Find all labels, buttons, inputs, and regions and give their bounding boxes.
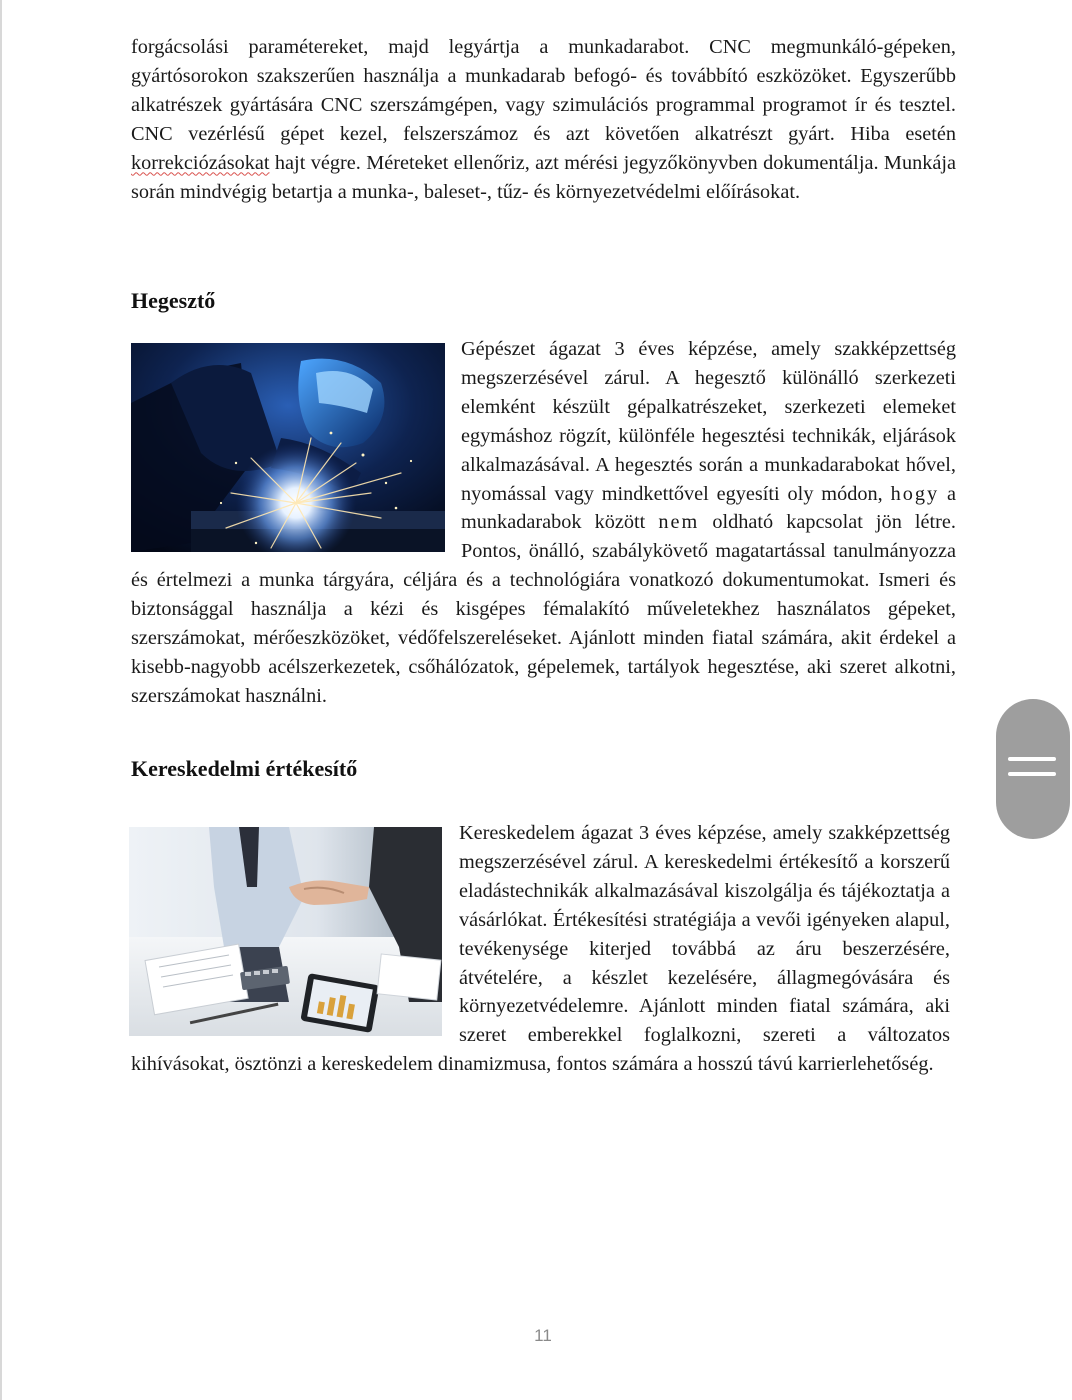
welder-text-1: Gépészet ágazat 3 éves képzése, amely szakképzettség megszerzésével zárul. A hegesztő különálló szerkezeti elemként készült gépalkatrészeket, szerkezeti elemeket egymáshoz rögzít, különféle hegesztési technikák, eljárások alkalmazásával. A hegesztés során a munkadarabokat hővel, nyomással vagy mindkettővel egyesíti oly módon, [461,338,956,505]
welder-text-3: oldható kapcsolat jön létre. Pontos, önálló, szabálykövető magatartással tanulmányozza és értelmezi a munka tárgyára, céljára és a technológiára vonatkozó dokumentumokat. Ismeri és biztonsággal használja a kézi és kisgépes fémalakító műveletekhez használatos gépeket, szerszámokat, mérőeszközöket, védőfelszereléseket. Ajánlott minden fiatal számára, akit érdekel a kisebb-nagyobb acélszerkezetek, csőhálózatok, gépelemek, tartályok hegesztése, aki szeret alkotni, szerszámokat használni. [131,511,956,707]
scroll-handle[interactable] [996,699,1070,839]
welder-paragraph [131,335,956,711]
drag-handle-icon-line [1008,772,1056,776]
intro-text-end: hajt végre. Méreteket ellenőriz, azt mérési jegyzőkönyvben dokumentálja. Munkája során mindvégig betartja a munka-, baleset-, tűz- és környezetvédelmi előírásokat. [131,151,956,203]
page-number: 11 [534,1326,552,1345]
welder-spaced-word-2: nem [658,511,700,534]
misspelled-word[interactable]: korrekciózásokat [131,151,270,174]
sales-paragraph [131,819,950,1079]
section-heading-welder: Hegesztő [131,288,216,313]
intro-paragraph [131,33,956,206]
welder-text-2: a munkadarabok között [461,482,956,534]
sales-text: Kereskedelem ágazat 3 éves képzése, amely szakképzettség megszerzésével zárul. A kereskedelmi értékesítő a korszerű eladástechnikák alkalmazásával kiszolgálja és tájékoztatja a vásárlókat. Értékesítési stratégiája a vevői igényeken alapul, tevékenysége kiterjed továbbá az áru beszerzésére, átvételére, a készlet kezelésére, állagmegóvására és környezetvédelemre. Ajánlott minden fiatal számára, aki szeret emberekkel foglalkozni, szereti a változatos kihívásokat, ösztönzi a kereskedelem dinamizmusa, fontos számára a hosszú távú karrierlehetőség. [131,822,950,1076]
welder-spaced-word-1: hogy [890,482,940,505]
intro-text-start: forgácsolási paramétereket, majd legyártja a munkadarabot. CNC megmunkáló-gépeken, gyártósorokon szakszerűen használja a munkadarab befogó- és továbbító eszközöket. Egyszerűbb alkatrészek gyártására CNC szerszámgépen, vagy szimulációs programmal programot ír és tesztel. CNC vezérlésű gépet kezel, felszerszámoz és azt követően alkatrészt gyárt. Hiba esetén [131,36,956,145]
drag-handle-icon [1008,757,1056,761]
handshake-photo [129,827,442,1036]
welding-photo [131,343,445,552]
section-heading-sales: Kereskedelmi értékesítő [131,756,358,781]
